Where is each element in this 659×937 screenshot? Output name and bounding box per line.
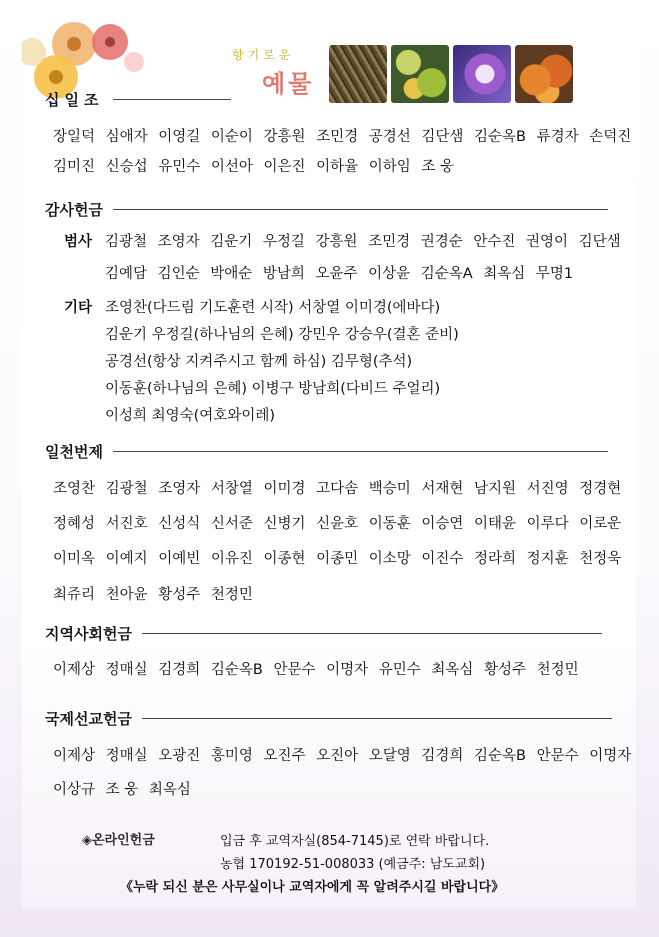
donor-name: 이예지 xyxy=(105,551,148,567)
thanks-divider xyxy=(113,209,608,210)
bank-account: 농협 170192-51-008033 (예금주: 남도교회) xyxy=(220,857,486,872)
omission-note: 《누락 되신 분은 사무실이나 교역자에게 꼭 알려주시길 바랍니다》 xyxy=(120,880,505,895)
donor-name: 정라희 xyxy=(474,551,517,567)
donor-name: 서진영 xyxy=(526,481,569,497)
etc-line: 이성희 최영숙(여호와이레) xyxy=(105,408,275,424)
donor-name: 조민경 xyxy=(316,129,359,145)
donor-name: 김운기 xyxy=(210,234,253,250)
donor-name: 서창열 xyxy=(210,481,253,497)
donor-name: 최옥심 xyxy=(148,782,191,798)
donor-name: 김경희 xyxy=(158,662,201,678)
donor-name: 오진아 xyxy=(316,748,359,764)
onethousand-row xyxy=(53,583,264,604)
donor-name: 이명자 xyxy=(326,662,369,678)
pumpkin-photo xyxy=(515,45,573,103)
tithe-divider xyxy=(113,99,231,100)
thanks-range-row xyxy=(105,230,631,251)
donor-name: 최옥심 xyxy=(431,662,474,678)
donor-name: 방남희 xyxy=(262,266,305,282)
range-label: 범사 xyxy=(64,234,93,250)
contact-instruction: 입금 후 교역자실(854-7145)로 연락 바랍니다. xyxy=(220,834,490,849)
donor-name: 김인순 xyxy=(157,266,200,282)
donor-name: 김예담 xyxy=(105,266,148,282)
donor-name: 이로운 xyxy=(579,516,622,532)
donor-name: 김광철 xyxy=(105,481,148,497)
donor-name: 조 웅 xyxy=(105,782,139,798)
donor-name: 조영자 xyxy=(158,481,201,497)
donor-name: 유민수 xyxy=(158,159,201,175)
donor-name: 김순옥B xyxy=(210,662,263,678)
donor-name: 신윤호 xyxy=(316,516,359,532)
donor-name: 안문수 xyxy=(273,662,316,678)
fruit-photo xyxy=(391,45,449,103)
donor-name: 안문수 xyxy=(536,748,579,764)
donor-name: 최쥬리 xyxy=(53,587,96,603)
donor-name: 권경순 xyxy=(420,234,463,250)
donor-name: 정매실 xyxy=(105,748,148,764)
donor-name: 신승섭 xyxy=(105,159,148,175)
onethousand-row xyxy=(53,512,632,533)
onethousand-divider xyxy=(113,451,608,452)
donor-name: 정혜성 xyxy=(53,516,96,532)
etc-label: 기타 xyxy=(64,300,93,316)
donor-name: 장일덕 xyxy=(53,129,96,145)
onethousand-heading-text: 일천번제 xyxy=(45,443,103,461)
donor-name: 이승연 xyxy=(421,516,464,532)
donor-name: 이하율 xyxy=(316,159,359,175)
donor-name: 이상규 xyxy=(53,782,96,798)
photo-strip xyxy=(329,45,574,103)
tithe-heading-text: 십일조 xyxy=(45,91,104,109)
onethousand-heading xyxy=(45,441,608,462)
donor-name: 이미경 xyxy=(263,481,306,497)
tithe-row xyxy=(53,125,642,146)
community-divider xyxy=(142,633,602,634)
donor-name: 오달영 xyxy=(368,748,411,764)
donor-name: 천아윤 xyxy=(105,587,148,603)
donor-name: 이루다 xyxy=(526,516,569,532)
etc-line: 조영찬(다드림 기도훈련 시작) 서창열 이미경(에바다) xyxy=(105,300,441,316)
donor-name: 김단샘 xyxy=(578,234,621,250)
donor-name: 김광철 xyxy=(105,234,148,250)
donor-name: 조영찬 xyxy=(53,481,96,497)
missions-row xyxy=(53,744,642,765)
donor-name: 이태윤 xyxy=(474,516,517,532)
etc-line: 이동훈(하나님의 은혜) 이병구 방남희(다비드 주얼리) xyxy=(105,381,441,397)
donor-name: 이선아 xyxy=(210,159,253,175)
donor-name: 박애순 xyxy=(210,266,253,282)
donor-name: 이하임 xyxy=(368,159,411,175)
donor-name: 오광진 xyxy=(158,748,201,764)
donor-name: 이진수 xyxy=(421,551,464,567)
donor-name: 이제상 xyxy=(53,662,96,678)
donor-name: 이명자 xyxy=(589,748,632,764)
donor-name: 천정민 xyxy=(210,587,253,603)
thanks-heading-text: 감사헌금 xyxy=(45,201,103,219)
donor-name: 홍미영 xyxy=(210,748,253,764)
orchid-photo xyxy=(453,45,511,103)
donor-name: 김순옥A xyxy=(420,266,473,282)
community-row xyxy=(53,658,589,679)
page-title: 예물 xyxy=(262,70,315,98)
donor-name: 김미진 xyxy=(53,159,96,175)
donor-name: 조영자 xyxy=(157,234,200,250)
donor-name: 서재현 xyxy=(421,481,464,497)
donor-name: 신병기 xyxy=(263,516,306,532)
grain-photo xyxy=(329,45,387,103)
onethousand-row xyxy=(53,477,632,498)
donor-name: 남지원 xyxy=(474,481,517,497)
donor-name: 이제상 xyxy=(53,748,96,764)
etc-line: 김운기 우정길(하나님의 은혜) 강민우 강승우(결혼 준비) xyxy=(105,327,459,343)
donor-name: 강흥원 xyxy=(263,129,306,145)
donor-name: 조민경 xyxy=(368,234,411,250)
missions-heading-text: 국제선교헌금 xyxy=(45,710,132,728)
donor-name: 오윤주 xyxy=(315,266,358,282)
donor-name: 이미옥 xyxy=(53,551,96,567)
onethousand-row xyxy=(53,547,632,568)
donor-name: 손덕진 xyxy=(589,129,632,145)
donor-name: 백승미 xyxy=(368,481,411,497)
donor-name: 정경현 xyxy=(579,481,622,497)
donor-name: 강흥원 xyxy=(315,234,358,250)
donor-name: 이예빈 xyxy=(158,551,201,567)
donor-name: 이동훈 xyxy=(368,516,411,532)
missions-heading xyxy=(45,708,612,729)
donor-name: 이종현 xyxy=(263,551,306,567)
donor-name: 조 웅 xyxy=(421,159,454,175)
donor-name: 이은진 xyxy=(263,159,306,175)
thanks-range-row xyxy=(105,262,584,283)
header-subtitle: 향기로운 xyxy=(232,48,295,62)
flowers-illustration xyxy=(22,22,147,98)
donor-name: 무명1 xyxy=(535,266,574,282)
missions-row xyxy=(53,778,201,799)
donor-name: 안수진 xyxy=(473,234,516,250)
donor-name: 천정민 xyxy=(536,662,579,678)
donor-name: 유민수 xyxy=(378,662,421,678)
donor-name: 최옥심 xyxy=(483,266,526,282)
donor-name: 김경희 xyxy=(421,748,464,764)
donor-name: 신서준 xyxy=(210,516,253,532)
etc-line: 공경선(항상 지켜주시고 함께 하심) 김무형(추석) xyxy=(105,354,413,370)
online-offering-label: ◈온라인헌금 xyxy=(82,833,155,848)
donor-name: 이상윤 xyxy=(368,266,411,282)
donor-name: 류경자 xyxy=(536,129,579,145)
donor-name: 김단샘 xyxy=(421,129,464,145)
community-heading xyxy=(45,623,602,644)
tithe-row xyxy=(53,155,465,176)
donor-name: 정지훈 xyxy=(526,551,569,567)
donor-name: 이유진 xyxy=(210,551,253,567)
donor-name: 공경선 xyxy=(368,129,411,145)
donor-name: 우정길 xyxy=(262,234,305,250)
donor-name: 오진주 xyxy=(263,748,306,764)
donor-name: 서진호 xyxy=(105,516,148,532)
donor-name: 황성주 xyxy=(158,587,201,603)
donor-name: 이소망 xyxy=(368,551,411,567)
donor-name: 정매실 xyxy=(105,662,148,678)
donor-name: 권영이 xyxy=(526,234,569,250)
community-heading-text: 지역사회헌금 xyxy=(45,625,132,643)
donor-name: 이영길 xyxy=(158,129,201,145)
thanks-heading xyxy=(45,199,608,220)
donor-name: 천정욱 xyxy=(579,551,622,567)
donor-name: 심애자 xyxy=(105,129,148,145)
donor-name: 고다솜 xyxy=(316,481,359,497)
donor-name: 김순옥B xyxy=(474,129,526,145)
donor-name: 황성주 xyxy=(483,662,526,678)
donor-name: 이종민 xyxy=(316,551,359,567)
missions-divider xyxy=(142,718,612,719)
tithe-heading xyxy=(45,89,231,110)
donor-name: 김순옥B xyxy=(474,748,526,764)
donor-name: 이순이 xyxy=(210,129,253,145)
donor-name: 신성식 xyxy=(158,516,201,532)
